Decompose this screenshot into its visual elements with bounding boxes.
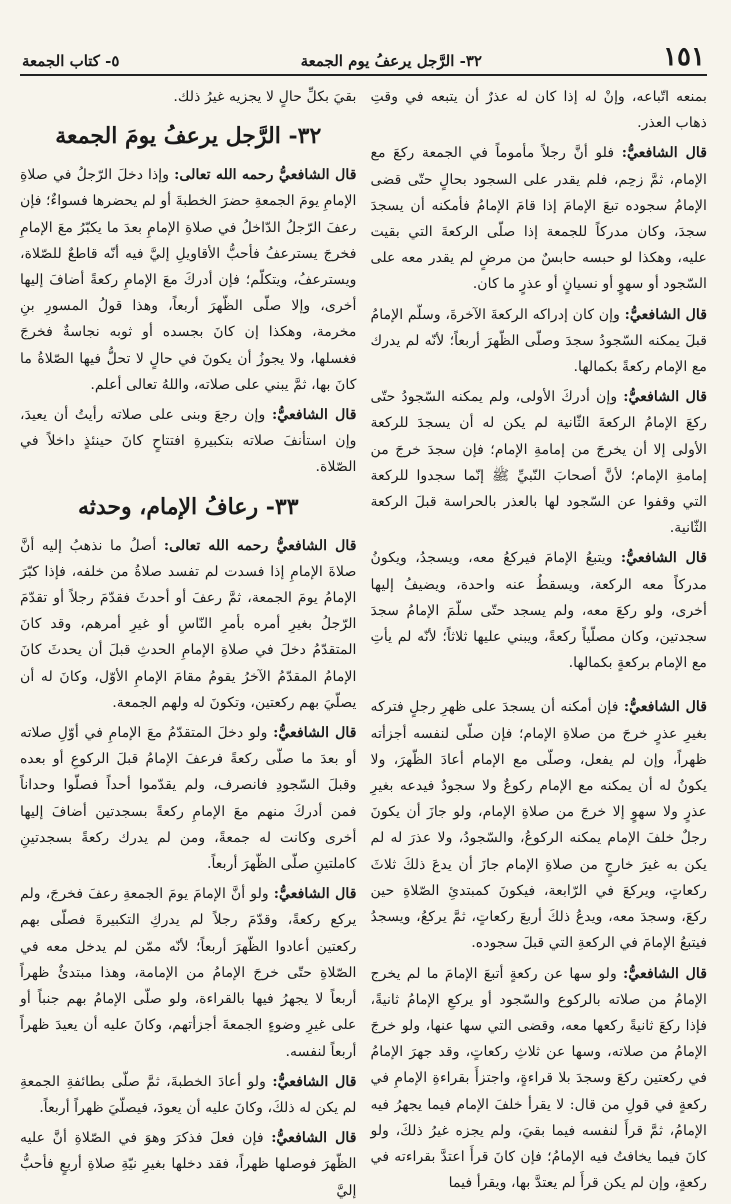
speaker-label: قال الشافعيُّ:: [272, 1073, 357, 1090]
paragraph-text: ويتبعُ الإمامَ فيركعُ معه، ويسجدُ، ويكونُ مدركاً معه الركعة، ويسقطُ عنه واحدة، ويضيفُ إليها أخرى، ولو ركعَ معه، ولم يسجد حتّى سلّمَ الإمامُ سجدَ سجدتين، وكان مصلّياً ركعةً، ويبني عليها ثلاثاً؛ لأنّه لم يأتِ مع الإمام بركعةٍ بكمالها.: [370, 550, 707, 672]
paragraph-text: وإذا دخلَ الرّجلُ في صلاةِ الإمامِ يومَ الجمعةِ حضرَ الخطبةَ أو لم يحضرها فسواءٌ؛ فإن رعفَ الرّجلُ الدّاخلُ في صلاةِ الإمامِ بعدَ ما يكبّرُ معَ الإمامِ فخرجَ يسترعفُ فأحبُّ الأقاويلِ إليَّ فيه أنّه قاطعٌ للصّلاة، ويسترعفُ، ويتكلّم؛ فإن أدركَ معَ الإمامِ ركعةً أضافَ إليها أخرى، وإلا صلّى الظّهرَ أربعاً، وهذا قولُ المسورِ بنِ مخرمة، وهكذا إن كانَ بجسده أو ثوبه نجاسةٌ فخرجَ فغسلها، ولا يجوزُ أن يكونَ في حالٍ لا تحلُّ فيها الصّلاةُ ما كانَ بها، ثمَّ يبني على صلاته، واللهُ تعالى أعلم.: [20, 167, 357, 393]
section-title: ٣٣- رعافُ الإمام، وحدثه: [77, 493, 299, 520]
speaker-label: قال الشافعيُّ:: [624, 306, 707, 323]
paragraph: [20, 720, 357, 877]
running-header: [20, 0, 707, 74]
speaker-label: قال الشافعيُّ:: [273, 725, 357, 742]
paragraph: [20, 162, 357, 398]
paragraph: [20, 1125, 357, 1204]
paragraph: [20, 402, 357, 481]
speaker-label: قال الشافعيُّ:: [271, 1130, 357, 1147]
section-title: ٣٢- الرَّجل يرعفُ يومَ الجمعة: [55, 123, 322, 150]
paragraph-text: أصلُ ما نذهبُ إليه أنَّ صلاةَ الإمامِ إذا فسدت لم تفسد صلاةُ من خلفه، فإذا كبّرَ الإمامُ يومَ الجمعة، ثمَّ رعفَ أو أحدثَ فقدّمَ رجلاً أو تقدّمَ الرّجلُ بغيرِ أمره بأمرِ النّاسِ أو غيرِ أمرهم، وقد كانَ المتقدّمُ دخلَ في صلاةِ الإمامِ الحدثِ قبلَ أن يحدثَ كانَ الإمامُ المقدّمُ الآخرُ يقومُ مقامَ الإمامِ الأوّل، وكانَ له أن يصلّيَ بهم ركعتين، وتكونَ له ولهم الجمعة.: [20, 537, 357, 711]
paragraph: [20, 533, 357, 716]
paragraph-text: ولو أعادَ الخطبةَ، ثمَّ صلّى بطائفةِ الجمعةِ لم يكن له ذلكَ، وكانَ عليه أن يعودَ، فيصلّيَ ظهراً أربعاً.: [20, 1073, 357, 1116]
paragraph-text: وإن رجعَ وبنى على صلاته رأيتُ أن يعيدَ، وإن استأنفَ صلاته بتكبيرةِ افتتاحٍ كانَ حينئذٍ داخلاً في الصّلاة.: [20, 407, 357, 476]
paragraph-text: بمنعه اتّباعه، وإنْ له إذا كان له عذرٌ أن يتبعه في وقتِ ذهاب العذر.: [370, 89, 707, 132]
speaker-label: قال الشافعيُّ:: [623, 699, 707, 716]
text-columns: [20, 84, 707, 1199]
chapter-title: ٣٢- الرَّجل يرعفُ يوم الجمعة: [300, 52, 482, 70]
paragraph-text: ولو سها عن ركعةٍ أتبعَ الإمامَ ما لم يخرج الإمامُ من صلاته بالركوع والسّجود أو يركعِ الإمامُ ثانيةً، فإذا ركعَ ثانيةً ركعها معه، وقضى التي سها عنها، ولو خرجَ الإمامُ من صلاته، وسها عن ثلاثِ ركعاتٍ، وقد جهرَ الإمامُ في ركعتين ركعَ وسجدَ بلا قراءةٍ، واجتزأَ بقراءةِ الإمامِ في ركعةٍ في قولِ من قال: لا يقرأ خلفَ الإمام فيما يجهرُ فيه الإمامُ، ثمَّ قرأَ لنفسه فيما بقيَ، ولم يجزه غيرُ ذلكَ، ولو كانَ فيما يخافتُ فيه الإمامُ؛ فإن كانَ قرأَ اعتدَّ بقراءته في ركعةٍ، وإن لم يكن قرأَ لم يعتدَّ بها، ويقرأ فيما: [370, 965, 707, 1192]
speaker-label: قال الشافعيُّ:: [621, 145, 707, 162]
paragraph-text: ولو أنَّ الإمامَ يومَ الجمعةِ رعفَ فخرجَ، ولم يركع ركعةً، وقدّمَ رجلاً لم يدركِ التكبيرةَ فصلّى بهم ركعتين أعادوا الظّهرَ أربعاً؛ لأنّه ممّن لم يدخل معه في الصّلاةِ حتّى خرجَ الإمامُ من الإمامة، وهذا مبتدئٌ ظهراً أربعاً لا يجهرُ فيها بالقراءة، ولو صلّى الإمامُ بهم جنباً أو على غيرِ وضوءٍ الجمعةَ أجزأتهم، وكانَ عليه أن يعيدَ ظهراً أربعاً لنفسه.: [20, 886, 357, 1060]
paragraph: [20, 84, 357, 110]
paragraph-text: وإن كان إدراكه الركعةَ الآخرةَ، وسلّم الإمامُ قبلَ يمكنه السّجودُ سجدَ وصلّى الظّهرَ أربعاً؛ لأنّه لم يدرك مع الإمام ركعةً بكمالها.: [370, 306, 707, 376]
paragraph: [20, 881, 357, 1064]
paragraph-text: ولو دخلَ المتقدّمُ معَ الإمامِ في أوّلِ صلاته أو بعدَ ما صلّى ركعةً فرعفَ الإمامُ قبلَ الركوعِ أو بعده وقبلَ السّجودِ فانصرف، ولم يقدّموا أحداً فصلّوا وحداناً فمن أدركَ منهم معَ الإمامِ ركعةً بسجدتين أضافَ إليها أخرى وكانت له جمعةً، ومن لم يدرك ركعةً بسجدتينِ كاملتينِ صلّى الظّهرَ أربعاً.: [20, 725, 357, 873]
paragraph: [371, 302, 708, 381]
paragraph: [371, 545, 708, 676]
paragraph: [371, 694, 708, 956]
right-column: [370, 84, 708, 1192]
paragraph: [20, 1069, 357, 1121]
paragraph-text: فإن أمكنه أن يسجدَ على ظهرِ رجلٍ فتركه بغيرِ عذرٍ خرجَ من صلاةِ الإمام؛ فإن صلّى لنفسه أجزأته ظهراً، وإن لم يفعل، وصلّى مع الإمام أعادَ الظّهرَ، ولا يكونُ له أن يمكنه مع الإمام ركوعٌ ولا سجودٌ فيدعه بغيرِ عذرٍ ولا سهوٍ إلا خرجَ من صلاةِ الإمام، ولو جازَ أن يكونَ رجلٌ خلفَ الإمام يمكنه الركوعُ، والسّجودُ، ولا عذرَ له لم يكن به غيرَ خارجٍ من صلاةِ الإمام جازَ أن يدعَ ذلكَ ثلاثَ ركعاتٍ، ويركعَ في الرّابعة، فيكونَ كمبتدئِ الصّلاةِ حين ركعَ، وسجدَ معه، ويدعُ ذلكَ أربعَ ركعاتٍ، ثمَّ يركعُ، ويسجدُ فيتبعُ الإمامَ في الركعةِ التي قبلَ سجوده.: [370, 699, 707, 952]
paragraph: [371, 84, 708, 136]
left-column: [20, 84, 357, 1199]
paragraph: [371, 140, 708, 297]
speaker-label: قال الشافعيُّ:: [623, 965, 707, 982]
paragraph-text: فلو أنَّ رجلاً مأموماً في الجمعة ركعَ مع الإمام، ثمَّ زحِم، فلم يقدر على السجود بحالٍ حتّى قضى الإمامُ سجوده تبعَ الإمامَ إذا قامَ الإمامُ فأمكنه أن يسجدَ سجدَ، وكان مدركاً للجمعة إذا صلّى الركعةَ التي بقيت عليه، وهكذا لو حبسه حابسٌ من مرضٍ لم يقدر معه على السّجود أو سهوٍ أو نسيانٍ أو عذرٍ ما كان.: [370, 145, 707, 293]
paragraph-text: وإن أدركَ الأولى، ولم يمكنه السّجودُ حتّى ركعَ الإمامُ الركعةَ الثّانية لم يكن له أن يسجدَ للركعة الأولى إلا أن يخرجَ من إمامةِ الإمام؛ فإن سجدَ خرجَ من إمامةِ الإمام؛ لأنَّ أصحابَ النّبيِّ ﷺ إنّما سجدوا للركعة التي وقفوا عن السّجود لها بالعذر بالحراسة قبلَ الركعة الثّانية.: [370, 389, 707, 537]
speaker-label: قال الشافعيُّ رحمه الله تعالى:: [174, 167, 357, 184]
paragraph: [371, 961, 708, 1197]
speaker-label: قال الشافعيُّ:: [623, 389, 707, 406]
paragraph-text: بقيَ بكلِّ حالٍ لا يجزيه غيرُ ذلك.: [173, 89, 357, 105]
speaker-label: قال الشافعيُّ:: [273, 886, 357, 903]
speaker-label: قال الشافعيُّ:: [272, 407, 357, 424]
paragraph-text: فإن فعلَ فذكرَ وهوَ في الصّلاةِ أنَّ عليه الظّهرَ فوصلها ظهراً، فقد دخلها بغيرِ نيّةِ صلاةِ أربعٍ فأحبُّ إليَّ: [20, 1130, 357, 1199]
paragraph: [371, 384, 708, 541]
book-title: ٥- كتاب الجمعة: [22, 52, 120, 70]
speaker-label: قال الشافعيُّ:: [620, 550, 707, 567]
page-number: ١٥١: [663, 42, 705, 72]
speaker-label: قال الشافعيُّ رحمه الله تعالى:: [163, 537, 357, 554]
header-rule: [20, 74, 707, 76]
